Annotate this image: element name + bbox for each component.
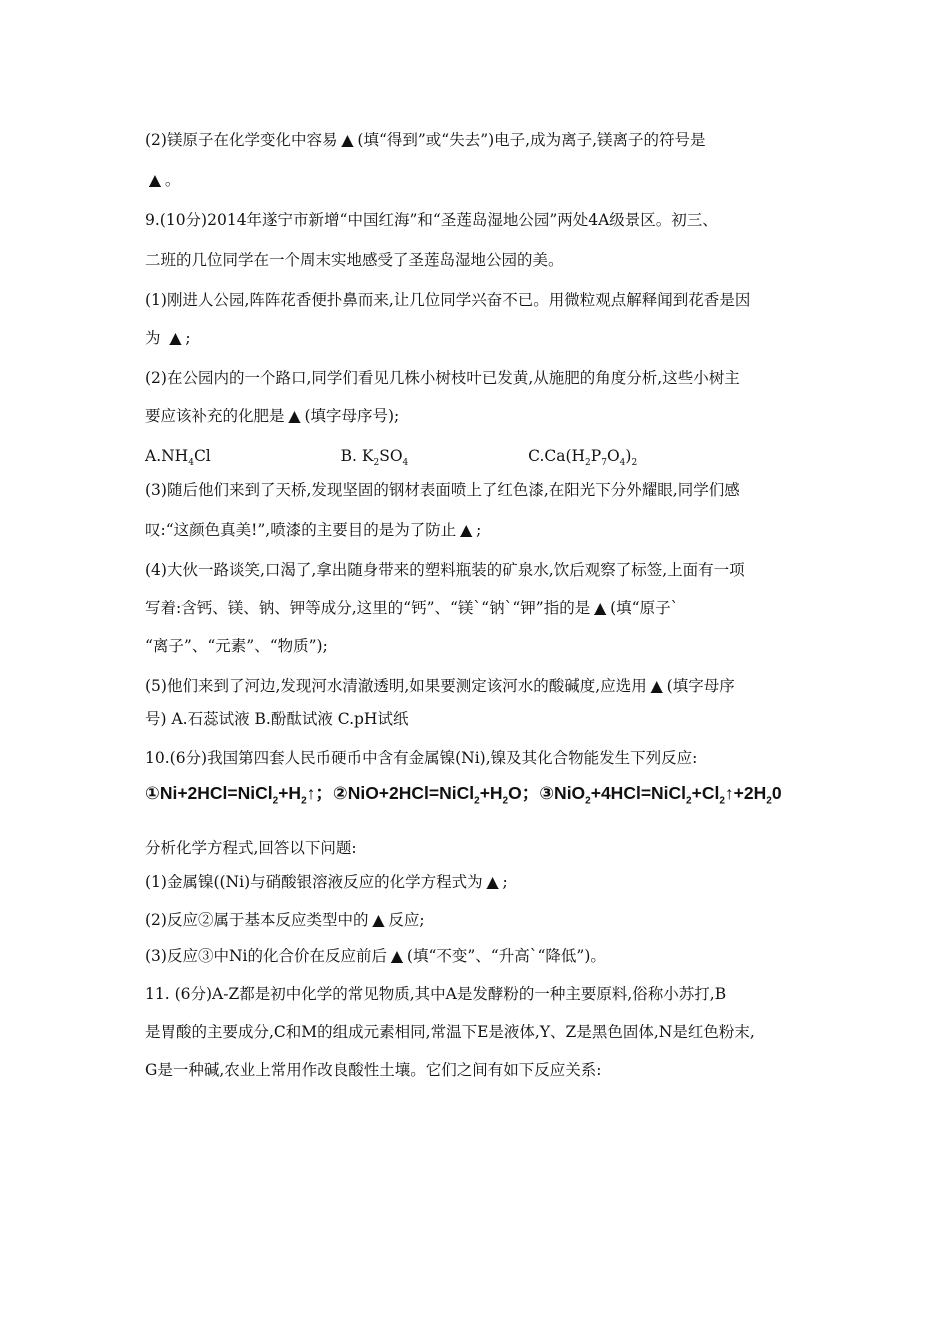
line-text-after: ; [476,521,482,539]
text-line [145,1022,755,1042]
answer-blank-triangle: ▲ [650,677,663,695]
line-text: 11. (6分)A-Z都是初中化学的常见物质,其中A是发酵粉的一种主要原料,俗称小苏打,B [145,985,727,1003]
line-text: (2)在公园内的一个路口,同学们看见几株小树枝叶已发黄,从施肥的角度分析,这些小树主 [145,369,740,387]
answer-blank-triangle: ▲ [169,329,182,347]
line-text: G是一种碱,农业上常用作改良酸性土壤。它们之间有如下反应关系: [145,1061,602,1079]
nickel-equations: $①Ni+2HCl=NiCl_2+H_2↑$；$②NiO+2HCl=NiCl_2+H_2O$；$③NiO_2+4HCl=NiCl_2+Cl_2↑+2H_20$ [145,783,782,807]
line-text-after: 。 [164,171,181,189]
answer-blank-triangle: ▲ [372,911,385,929]
line-text: (4)大伙一路谈笑,口渴了,拿出随身带来的塑料瓶装的矿泉水,饮后观察了标签,上面有一项 [145,561,745,579]
line-text: (2)镁原子在化学变化中容易 [145,131,338,149]
text-line [145,872,508,892]
line-text: (3)反应③中Ni的化合价在反应前后 [145,947,387,965]
answer-blank-triangle: ▲ [149,171,161,189]
line-text: 分析化学方程式,回答以下问题: [145,839,357,857]
line-text: (1)刚进人公园,阵阵花香便扑鼻而来,让几位同学兴奋不已。用微粒观点解释闻到花香是因 [145,291,751,309]
text-line [145,130,706,150]
text-line [145,1060,602,1080]
line-text: 叹:“这颜色真美!”,喷漆的主要目的是为了防止 [145,521,457,539]
text-line [145,984,726,1004]
text-line [145,636,328,656]
text-line [145,250,564,270]
answer-blank-triangle: ▲ [341,131,354,149]
text-line [145,328,191,348]
line-text: (3)随后他们来到了天桥,发现坚固的钢材表面喷上了红色漆,在阳光下分外耀眼,同学们感 [145,481,740,499]
text-line [145,290,750,310]
text-line [145,598,678,618]
answer-blank-triangle: ▲ [288,407,301,425]
line-text-after: ; [185,329,191,347]
line-text: 为 [145,329,166,347]
line-text-after: (填“原子` [610,599,679,617]
text-line [145,946,606,966]
option-b: B. $K_2SO_4$ [340,447,409,469]
text-line [145,480,740,500]
text-line [145,210,718,230]
q9-5-options: 号) A.石蕊试液 B.酚酞试液 C.pH试纸 [145,710,409,728]
line-text: 写着:含钙、镁、钠、钾等成分,这里的“钙”、“镁`“钠`“钾”指的是 [145,599,591,617]
line-text-after: (填字母序号); [304,407,400,425]
line-text-after: 反应; [388,911,425,929]
line-text: (5)他们来到了河边,发现河水清澈透明,如果要测定该河水的酸碱度,应选用 [145,677,647,695]
answer-blank-triangle: ▲ [460,521,473,539]
line-text: (2)反应②属于基本反应类型中的 [145,911,369,929]
line-text-after: (填字母序 [666,677,735,695]
text-line [145,368,740,388]
option-c: $C.Ca(H_2P_7O_4)_2$ [528,447,638,469]
line-text: 要应该补充的化肥是 [145,407,285,425]
text-line [145,910,425,930]
line-text: 9.(10分)2014年遂宁市新增“中国红海”和“圣莲岛湿地公园”两处4A级景区。初三、 [145,211,718,229]
q9-2-options [145,446,637,473]
line-text: 10.(6分)我国第四套人民币硬币中含有金属镍(Ni),镍及其化合物能发生下列反应: [145,749,698,767]
line-text: (1)金属镍((Ni)与硝酸银溶液反应的化学方程式为 [145,873,483,891]
text-line [145,170,180,190]
text-line [145,520,481,540]
text-line [145,560,745,580]
answer-blank-triangle: ▲ [594,599,607,617]
line-text-after: (填“不变”、“升高`“降低”)。 [406,947,606,965]
line-text: 二班的几位同学在一个周末实地感受了圣莲岛湿地公园的美。 [145,251,564,269]
line-text: 是胃酸的主要成分,C和M的组成元素相同,常温下E是液体,Y、Z是黑色固体,N是红色粉末, [145,1023,755,1041]
text-line [145,838,357,858]
line-text-after: ; [502,873,508,891]
text-line [145,676,735,696]
text-line [145,748,697,768]
option-a: $A.NH_4Cl$ [145,447,211,469]
answer-blank-triangle: ▲ [390,947,403,965]
line-text-after: (填“得到”或“失去”)电子,成为离子,镁离子的符号是 [357,131,706,149]
text-line [145,406,399,426]
answer-blank-triangle: ▲ [486,873,499,891]
line-text: “离子”、“元素”、“物质”); [145,637,328,655]
